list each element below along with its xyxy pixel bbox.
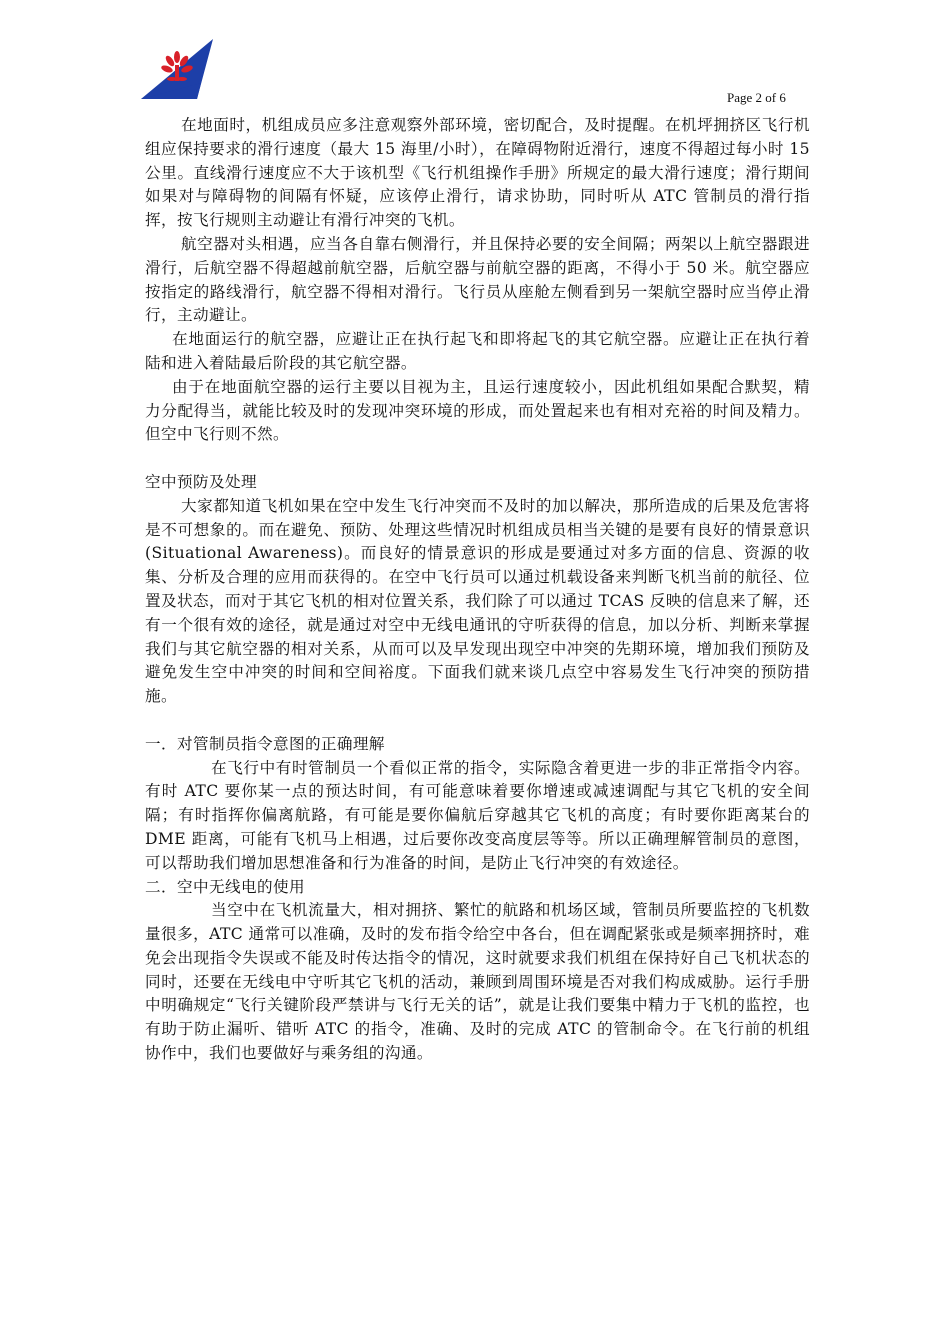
section-heading: 空中预防及处理 <box>145 472 257 491</box>
paragraph-avoid-takeoff: 在地面运行的航空器，应避让正在执行起飞和即将起飞的其它航空器。应避让正在执行着陆和进入着陆最后阶段的其它航空器。 <box>145 330 810 372</box>
paragraph-head-on: 航空器对头相遇，应当各自靠右侧滑行，并且保持必要的安全间隔；两架以上航空器跟进滑行，后航空器不得超越前航空器，后航空器与前航空器的距离，不得小于 50 米。航空器应按指定的路线滑行，航空器不得相对滑行。飞行员从座舱左侧看到另一架航空器时应当停止滑行，主动避让。 <box>145 234 810 325</box>
document-body <box>145 114 810 1066</box>
paragraph-atc-intent: 在飞行中有时管制员一个看似正常的指令，实际隐含着更进一步的非正常指令内容。有时 ATC 要你某一点的预达时间，有可能意味着要你增速或减速调配与其它飞机的安全间隔；有时指挥你偏离航路，有可能是要你偏航后穿越其它飞机的高度；有时要你距离某台的 DME 距离，可能有飞机马上相遇，过后要你改变高度层等等。所以正确理解管制员的意图，可以帮助我们增加思想准备和行为准备的时间，是防止飞行冲突的有效途径。 <box>145 758 810 872</box>
page-number: Page 2 of 6 <box>727 90 786 105</box>
item-heading-1: 一．对管制员指令意图的正确理解 <box>145 734 385 753</box>
paragraph-radio-use: 当空中在飞机流量大，相对拥挤、繁忙的航路和机场区域，管制员所要监控的飞机数量很多，ATC 通常可以准确，及时的发布指令给空中各台，但在调配紧张或是频率拥挤时，难免会出现指令失误或不能及时传达指令的情况，这时就要求我们机组在保持好自己飞机状态的同时，还要在无线电中守听其它飞机的活动，兼顾到周围环境是否对我们构成威胁。运行手册中明确规定“飞行关键阶段严禁讲与飞行无关的话”，就是让我们要集中精力于飞机的监控，也有助于防止漏听、错听 ATC 的指令，准确、及时的完成 ATC 的管制命令。在飞行前的机组协作中，我们也要做好与乘务组的沟通。 <box>145 901 810 1063</box>
paragraph-ground-taxi: 在地面时，机组成员应多注意观察外部环境，密切配合，及时提醒。在机坪拥挤区飞行机组应保持要求的滑行速度（最大 15 海里/小时），在障碍物附近滑行，速度不得超过每小时 15 公里。直线滑行速度应不大于该机型《飞行机组操作手册》所规定的最大滑行速度；滑行期间如果对与障碍物的间隔有怀疑，应该停止滑行，请求协助，同时听从 ATC 管制员的滑行指挥，按飞行规则主动避让有滑行冲突的飞机。 <box>145 116 810 230</box>
airline-logo-icon <box>141 39 213 99</box>
paragraph-situational-awareness: 大家都知道飞机如果在空中发生飞行冲突而不及时的加以解决，那所造成的后果及危害将是不可想象的。而在避免、预防、处理这些情况时机组成员相当关键的是要有良好的情景意识(Situational Awareness)。而良好的情景意识的形成是要通过对多方面的信息、资源的收集、分析及合理的应用而获得的。在空中飞行员可以通过机载设备来判断飞机当前的航径、位置及状态，而对于其它飞机的相对位置关系，我们除了可以通过 TCAS 反映的信息来了解，还有一个很有效的途径，就是通过对空中无线电通讯的守听获得的信息，加以分析、判断来掌握我们与其它航空器的相对关系，从而可以及早发现出现空中冲突的先期环境，增加我们预防及避免发生空中冲突的时间和空间裕度。下面我们就来谈几点空中容易发生飞行冲突的预防措施。 <box>145 496 810 706</box>
item-heading-2: 二．空中无线电的使用 <box>145 877 305 896</box>
paragraph-visual-ground: 由于在地面航空器的运行主要以目视为主，且运行速度较小，因此机组如果配合默契，精力分配得当，就能比较及时的发现冲突环境的形成，而处置起来也有相对充裕的时间及精力。但空中飞行则不然。 <box>145 377 810 444</box>
